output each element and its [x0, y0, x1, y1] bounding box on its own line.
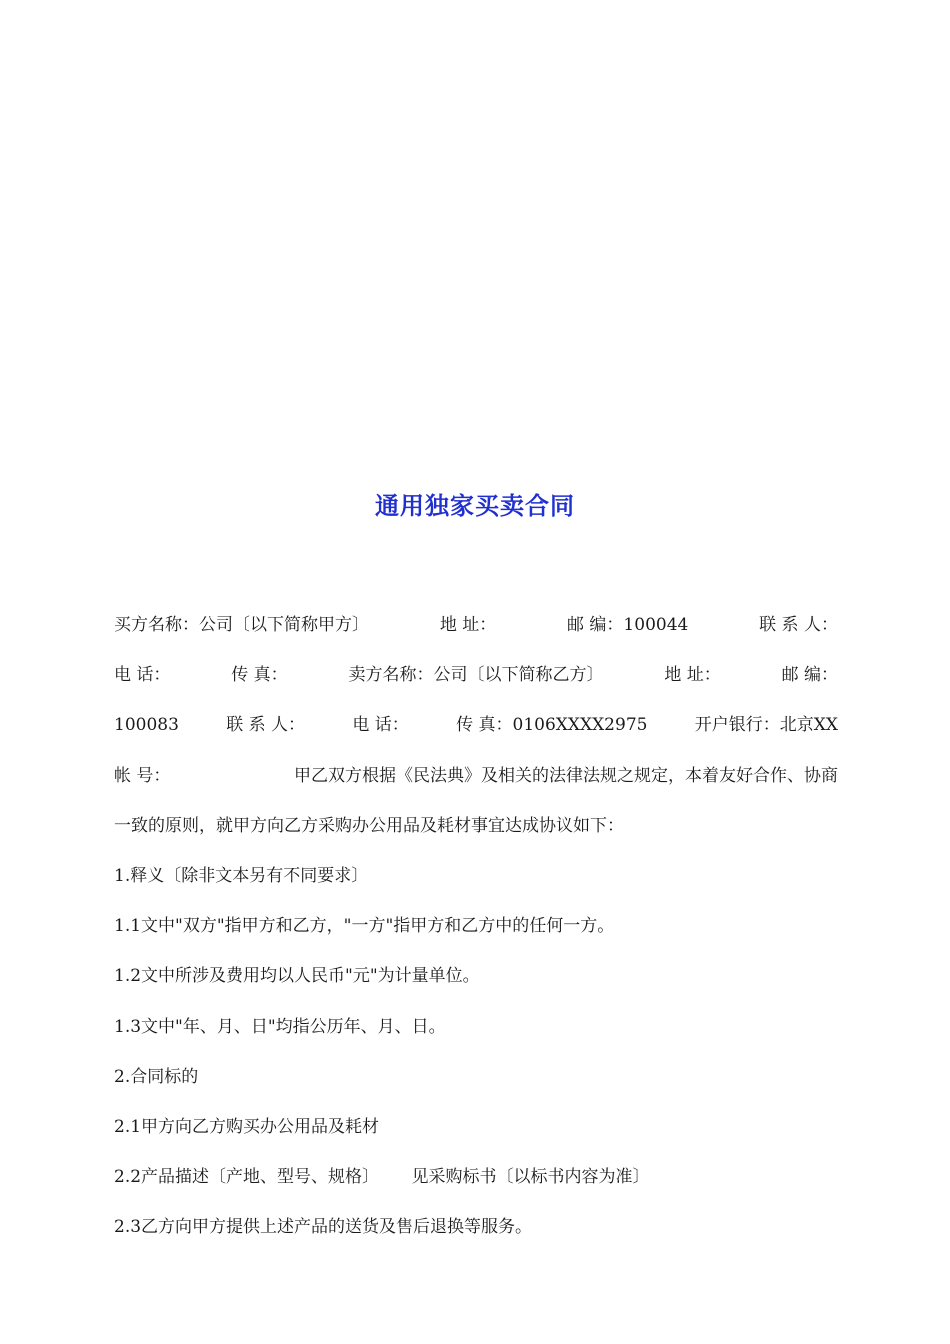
seller-phone-field: 电 话：: [352, 715, 409, 736]
preamble-continuation: 一致的原则，就甲方向乙方采购办公用品及耗材事宜达成协议如下：: [114, 815, 624, 836]
buyer-phone-field: 电 话：: [114, 665, 171, 686]
preamble-text: 甲乙双方根据《民法典》及相关的法律法规之规定，本着友好合作、协商: [294, 765, 838, 786]
seller-address-field: 地 址：: [664, 665, 721, 686]
clause-2-2: 2.2产品描述〔产地、型号、规格〕 见采购标书〔以标书内容为准〕: [114, 1167, 650, 1188]
party-info-line-4: [114, 751, 838, 801]
buyer-fax-field: 传 真：: [231, 665, 288, 686]
clause-1-3: 1.3文中"年、月、日"均指公历年、月、日。: [114, 1016, 446, 1037]
seller-fax-field: 传 真：0106XXXX2975: [456, 715, 648, 736]
buyer-name-field: 买方名称：公司〔以下简称甲方〕: [114, 615, 369, 635]
party-info-line-1: [114, 600, 838, 650]
seller-name-field: 卖方名称：公司〔以下简称乙方〕: [348, 665, 604, 686]
clause-2-3: 2.3乙方向甲方提供上述产品的送货及售后退换等服务。: [114, 1217, 533, 1238]
seller-contact-field: 联 系 人：: [226, 715, 306, 736]
seller-bank-field: 开户银行：北京XX: [694, 715, 838, 736]
clause-2-1: 2.1甲方向乙方购买办公用品及耗材: [114, 1116, 380, 1137]
buyer-contact-field: 联 系 人：: [759, 615, 838, 635]
clause-2: 2.合同标的: [114, 1066, 199, 1087]
document-title: 通用独家买卖合同: [375, 492, 575, 520]
clause-1: 1.释义〔除非文本另有不同要求〕: [114, 865, 369, 886]
clause-1-1: 1.1文中"双方"指甲方和乙方，"一方"指甲方和乙方中的任何一方。: [114, 916, 615, 937]
buyer-postcode-field: 邮 编：100044: [567, 615, 689, 635]
seller-postcode-value: 100083: [114, 715, 179, 736]
party-info-line-3: [114, 700, 838, 750]
seller-postcode-field: 邮 编：: [781, 665, 838, 686]
buyer-address-field: 地 址：: [439, 615, 497, 635]
seller-account-field: 帐 号：: [114, 765, 171, 786]
clause-1-2: 1.2文中所涉及费用均以人民币"元"为计量单位。: [114, 966, 480, 987]
document-body: [114, 600, 838, 1252]
party-info-line-2: [114, 650, 838, 700]
